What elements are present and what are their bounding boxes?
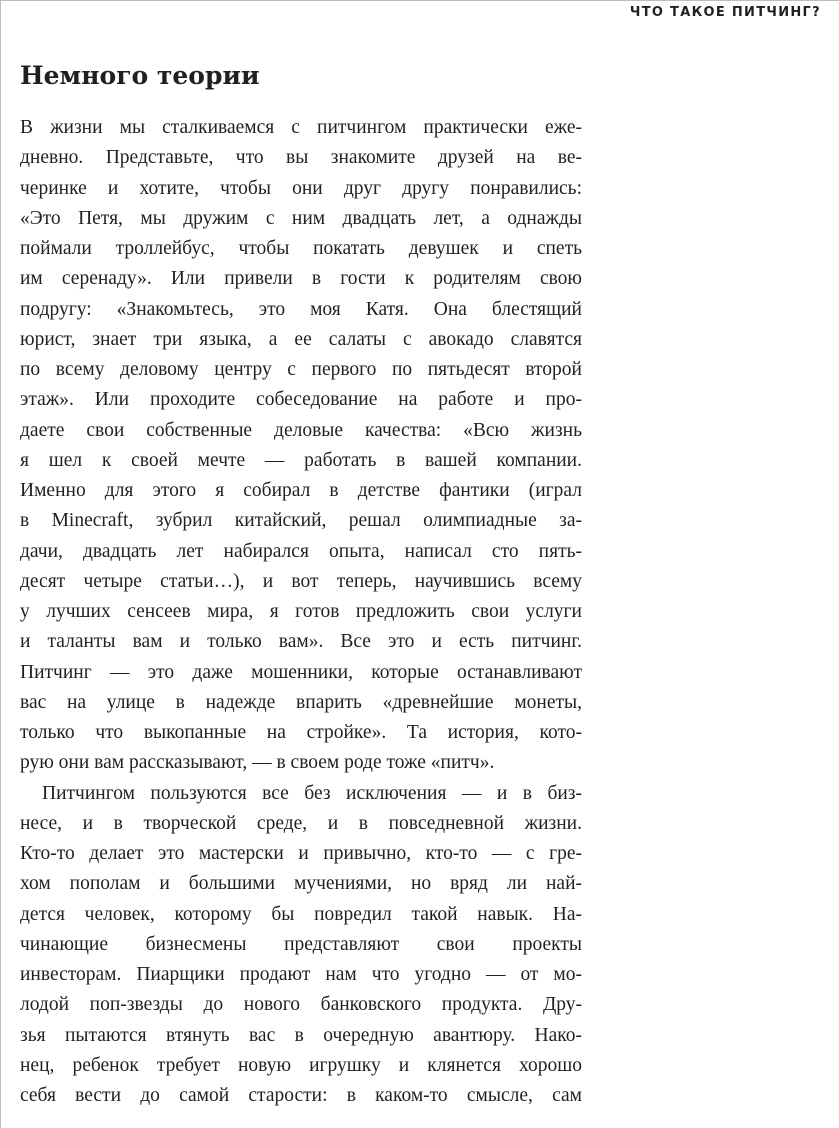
- text-line: черинке и хотите, чтобы они друг другу понравились:: [20, 177, 582, 199]
- text-line: инвесторам. Пиарщики продают нам что угодно — от мо-: [20, 964, 582, 985]
- text-line: хом пополам и большими мучениями, но вряд ли най-: [20, 873, 582, 895]
- text-line: дневно. Представьте, что вы знакомите друзей на ве-: [20, 147, 582, 169]
- paragraph-2: [20, 779, 582, 1112]
- paragraph-1: [20, 113, 582, 779]
- text-line: Питчинг — это даже мошенники, которые останавливают: [20, 661, 582, 683]
- text-line: зья пытаются втянуть вас в очередную авантюру. Нако-: [20, 1024, 582, 1046]
- text-line: дачи, двадцать лет набирался опыта, написал сто пять-: [20, 540, 582, 562]
- text-line: подругу: «Знакомьтесь, это моя Катя. Она блестящий: [20, 298, 582, 320]
- text-line: Кто-то делает это мастерски и привычно, кто-то — с гре-: [20, 843, 582, 864]
- text-line: рую они вам рассказывают, — в своем роде тоже «питч».: [20, 752, 495, 774]
- text-line: только что выкопанные на стройке». Та история, кото-: [20, 722, 582, 743]
- text-line: дется человек, которому бы повредил такой навык. На-: [20, 903, 582, 925]
- text-line: поймали троллейбус, чтобы покатать девушек и спеть: [20, 238, 582, 259]
- text-line: нец, ребенок требует новую игрушку и клянется хорошо: [20, 1054, 582, 1076]
- text-line: Именно для этого я собирал в детстве фантики (играл: [20, 480, 582, 501]
- text-line: несе, и в творческой среде, и в повседневной жизни.: [20, 812, 582, 834]
- running-header: ЧТО ТАКОЕ ПИТЧИНГ?: [629, 5, 821, 20]
- text-line: Питчингом пользуются все без исключения — и в биз-: [42, 782, 582, 804]
- body-text: [20, 113, 582, 1111]
- text-line: и таланты вам и только вам». Все это и есть питчинг.: [20, 631, 582, 653]
- text-line: чинающие бизнесмены представляют свои проекты: [20, 933, 582, 955]
- text-line: по всему деловому центру с первого по пятьдесят второй: [20, 359, 582, 380]
- text-line: вас на улице в надежде впарить «древнейшие монеты,: [20, 691, 582, 713]
- text-line: я шел к своей мечте — работать в вашей компании.: [20, 449, 582, 471]
- text-line: десят четыре статьи…), и вот теперь, научившись всему: [20, 570, 582, 592]
- section-title: Немного теории: [20, 61, 260, 90]
- text-line: им серенаду». Или привели в гости к родителям свою: [20, 268, 582, 290]
- text-line: этаж». Или проходите собеседование на работе и про-: [20, 389, 582, 411]
- text-line: лодой поп-звезды до нового банковского продукта. Дру-: [20, 994, 582, 1016]
- text-line: В жизни мы сталкиваемся с питчингом практически еже-: [20, 117, 582, 138]
- text-line: себя вести до самой старости: в каком-то смысле, сам: [20, 1085, 582, 1106]
- text-line: «Это Петя, мы дружим с ним двадцать лет, а однажды: [20, 207, 582, 229]
- text-line: даете свои собственные деловые качества: «Всю жизнь: [20, 419, 582, 441]
- text-line: в Minecraft, зубрил китайский, решал олимпиадные за-: [20, 510, 582, 532]
- text-line: у лучших сенсеев мира, я готов предложить свои услуги: [20, 601, 582, 622]
- text-line: юрист, знает три языка, а ее салаты с авокадо славятся: [20, 328, 582, 350]
